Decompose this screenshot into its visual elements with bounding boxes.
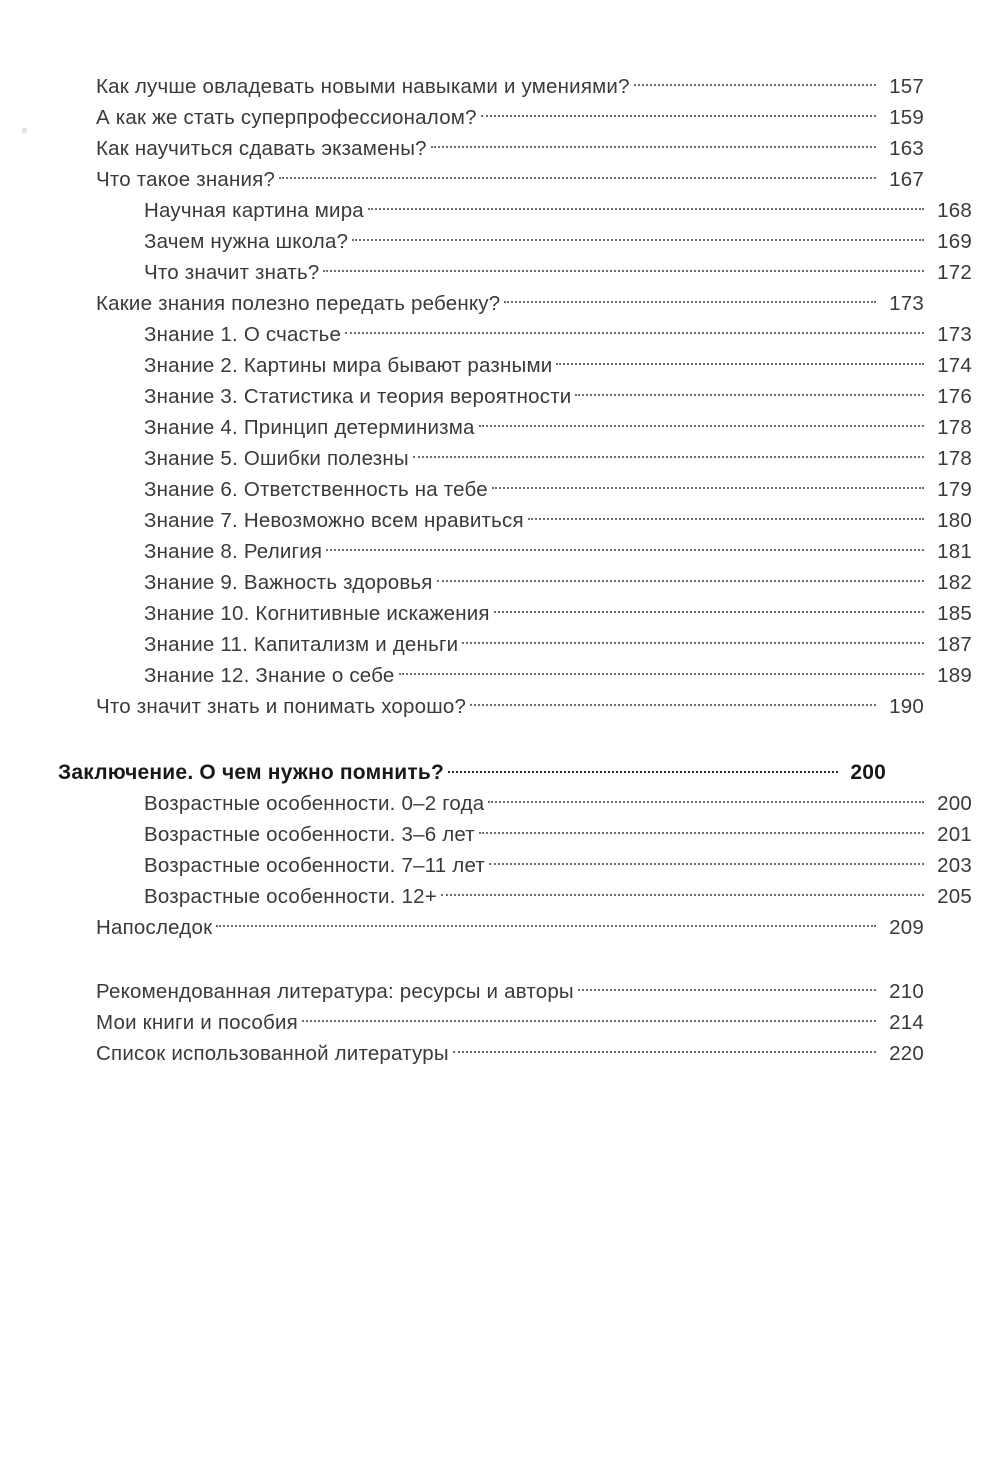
dot-leader [479,413,924,434]
toc-section-conclusion [58,758,972,944]
toc-entry-page: 159 [889,105,924,129]
toc-entry-page: 201 [937,822,972,846]
toc-entry[interactable] [58,382,972,413]
toc-entry-title: Как лучше овладевать новыми навыками и умениями? [96,74,630,98]
section-spacer [58,944,886,977]
toc-entry-title: Заключение. О чем нужно помнить? [58,761,444,784]
section-spacer [58,723,886,758]
toc-entry-title: А как же стать суперпрофессионалом? [96,105,477,129]
toc-entry-page: 190 [889,694,924,718]
toc-entry-page: 182 [937,570,972,594]
toc-entry-page: 209 [889,915,924,939]
toc-entry[interactable] [58,692,924,723]
dot-leader [413,444,924,465]
toc-entry-page: 200 [937,791,972,815]
dot-leader [437,568,924,589]
dot-leader [528,506,924,527]
toc-entry[interactable] [58,72,924,103]
toc-entry[interactable] [58,413,972,444]
toc-entry-title: Возрастные особенности. 12+ [144,884,437,908]
toc-entry[interactable] [58,475,972,506]
dot-leader [431,134,876,155]
dot-leader [216,913,876,934]
toc-entry-page: 179 [937,477,972,501]
dot-leader [634,72,876,93]
dot-leader [488,789,924,810]
toc-entry-title: Возрастные особенности. 7–11 лет [144,853,485,877]
toc-entry[interactable] [58,977,924,1008]
toc-entry-title: Знание 6. Ответственность на тебе [144,477,488,501]
toc-entry-page: 220 [889,1041,924,1065]
dot-leader [323,258,924,279]
dot-leader [494,599,924,620]
toc-entry[interactable] [58,258,972,289]
toc-entry-page: 173 [889,291,924,315]
toc-entry-page: 169 [937,229,972,253]
toc-entry[interactable] [58,165,924,196]
toc-entry-title: Что такое знания? [96,167,276,191]
toc-entry[interactable] [58,289,924,320]
dot-leader [479,820,924,841]
toc-entry-title: Научная картина мира [144,198,364,222]
dot-leader [504,289,876,310]
dot-leader [368,196,924,217]
toc-entry-page: 178 [937,446,972,470]
scan-artifact-speck [22,128,27,133]
dot-leader [302,1008,876,1029]
toc-entry-page: 173 [937,322,972,346]
toc-entry[interactable] [58,227,972,258]
toc-entry-page: 163 [889,136,924,160]
toc-entry-title: Знание 11. Капитализм и деньги [144,632,459,656]
toc-entry[interactable] [58,134,924,165]
toc-entry-title: Возрастные особенности. 0–2 года [144,791,485,815]
dot-leader [575,382,924,403]
dot-leader [556,351,924,372]
toc-entry[interactable] [58,444,972,475]
toc-entry[interactable] [58,320,972,351]
toc-entry-page: 185 [937,601,972,625]
toc-entry-title: Знание 10. Когнитивные искажения [144,601,490,625]
toc-section-heading-conclusion[interactable] [58,758,886,789]
toc-entry[interactable] [58,789,972,820]
toc-entry[interactable] [58,630,972,661]
toc-entry-page: 168 [937,198,972,222]
toc-entry[interactable] [58,820,972,851]
toc-entry-title: Знание 4. Принцип детерминизма [144,415,475,439]
toc-entry-page: 176 [937,384,972,408]
dot-leader [448,758,838,779]
dot-leader [481,103,876,124]
toc-entry-title: Рекомендованная литература: ресурсы и авторы [96,979,574,1003]
toc-entry[interactable] [58,1008,924,1039]
dot-leader [326,537,924,558]
toc-entry[interactable] [58,882,972,913]
toc-entry[interactable] [58,537,972,568]
toc-entry-title: Знание 12. Знание о себе [144,663,395,687]
toc-entry[interactable] [58,913,924,944]
toc-entry-page: 181 [937,539,972,563]
toc-entry-title: Зачем нужна школа? [144,229,349,253]
toc-entry-page: 189 [937,663,972,687]
toc-entry-title: Мои книги и пособия [96,1010,298,1034]
toc-entry-title: Знание 5. Ошибки полезны [144,446,409,470]
toc-entry-title: Знание 8. Религия [144,539,323,563]
toc-entry-page: 180 [937,508,972,532]
dot-leader [345,320,924,341]
toc-entry-page: 214 [889,1010,924,1034]
toc-entry[interactable] [58,196,972,227]
toc-entry-title: Знание 1. О счастье [144,322,342,346]
dot-leader [441,882,924,903]
toc-entry-title: Напоследок [96,915,213,939]
toc-entry-page: 203 [937,853,972,877]
dot-leader [399,661,925,682]
toc-entry-page: 200 [850,761,886,784]
toc-entry-page: 187 [937,632,972,656]
toc-entry[interactable] [58,1039,924,1070]
dot-leader [453,1039,876,1060]
toc-entry-page: 174 [937,353,972,377]
toc-entry-title: Знание 9. Важность здоровья [144,570,433,594]
toc-entry-page: 167 [889,167,924,191]
toc-entry[interactable] [58,568,972,599]
dot-leader [470,692,876,713]
dot-leader [352,227,924,248]
dot-leader [279,165,876,186]
toc-entry-title: Знание 7. Невозможно всем нравиться [144,508,524,532]
toc-section-main [58,72,972,723]
toc-entry-page: 172 [937,260,972,284]
toc-entry-title: Какие знания полезно передать ребенку? [96,291,501,315]
toc-section-back-matter [58,977,924,1070]
dot-leader [462,630,924,651]
toc-entry-title: Знание 2. Картины мира бывают разными [144,353,553,377]
toc-entry[interactable] [58,851,972,882]
toc-entry-page: 205 [937,884,972,908]
toc-entry[interactable] [58,599,972,630]
toc-entry-title: Что значит знать и понимать хорошо? [96,694,467,718]
toc-entry[interactable] [58,661,972,692]
toc-entry-page: 210 [889,979,924,1003]
dot-leader [489,851,924,872]
toc-entry-title: Что значит знать? [144,260,320,284]
toc-entry-page: 157 [889,74,924,98]
table-of-contents [58,72,972,1070]
dot-leader [492,475,924,496]
toc-entry[interactable] [58,103,924,134]
toc-entry-title: Знание 3. Статистика и теория вероятности [144,384,572,408]
toc-entry[interactable] [58,506,972,537]
toc-entry[interactable] [58,351,972,382]
toc-entry-title: Возрастные особенности. 3–6 лет [144,822,475,846]
toc-entry-title: Как научиться сдавать экзамены? [96,136,427,160]
toc-entry-title: Список использованной литературы [96,1041,449,1065]
toc-entry-page: 178 [937,415,972,439]
dot-leader [578,977,876,998]
